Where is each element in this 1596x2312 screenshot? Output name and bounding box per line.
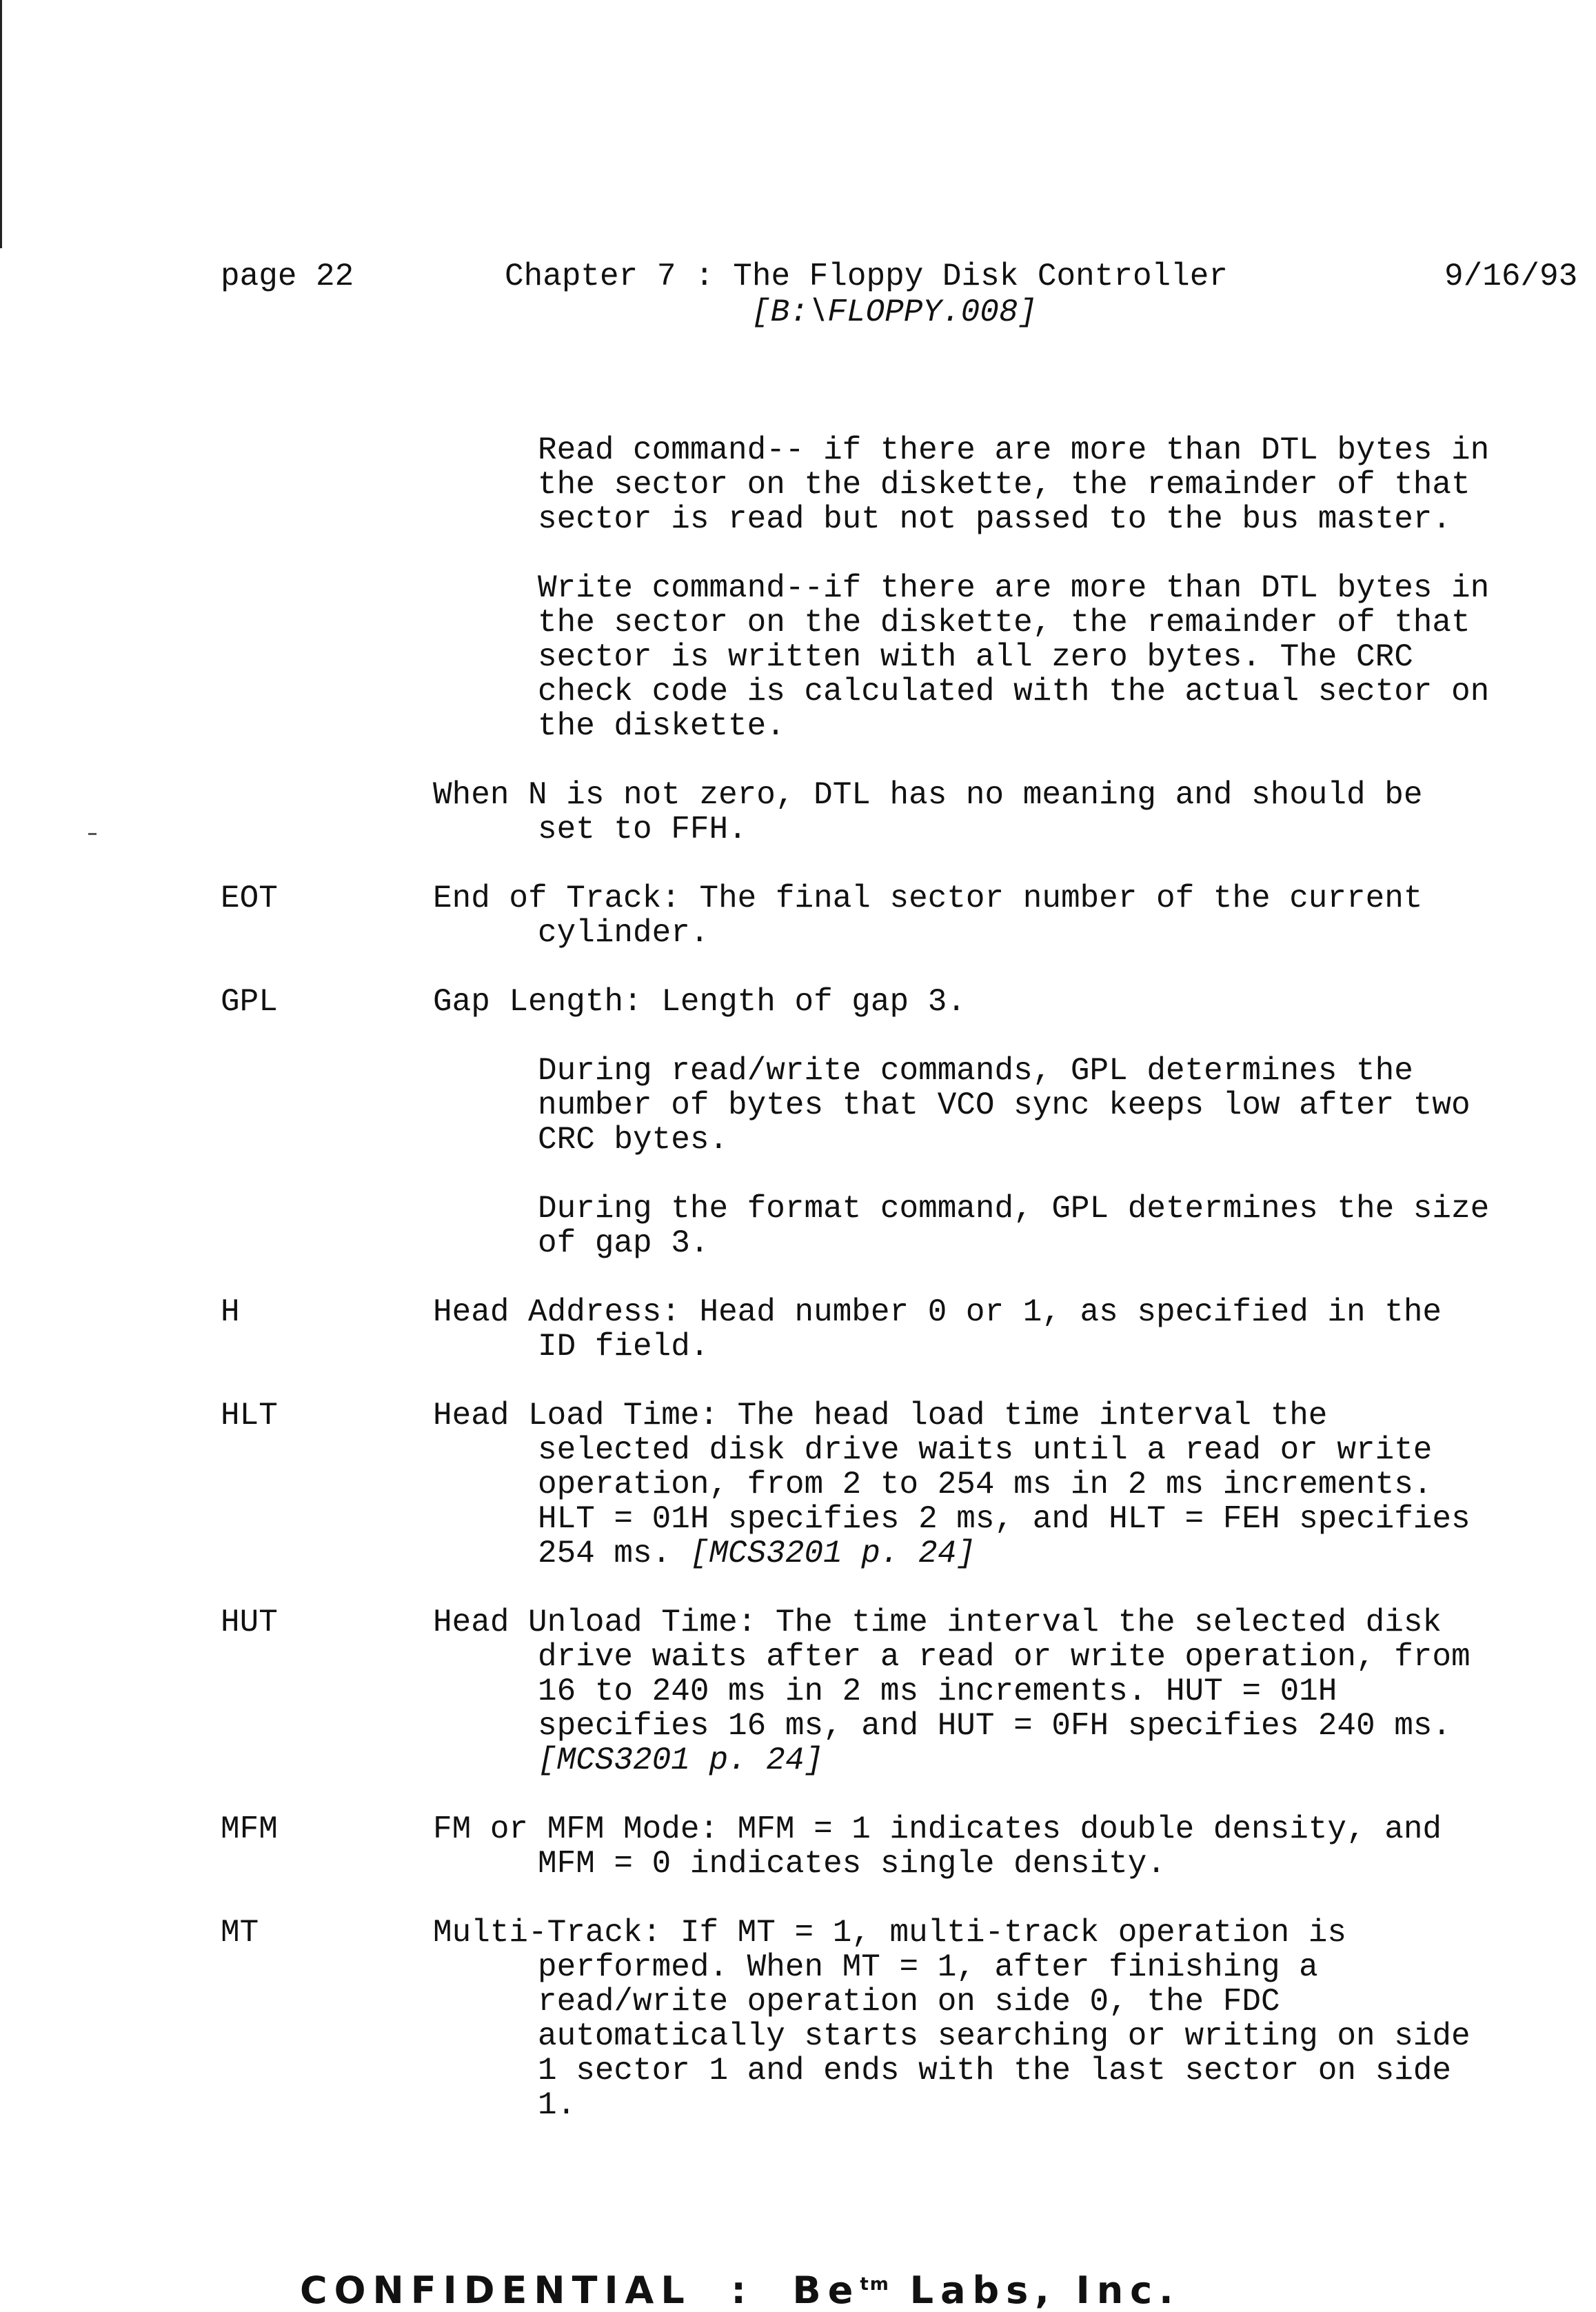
- term-h: H: [221, 1294, 240, 1330]
- definition-hlt: Head Load Time: The head load time interval the selected disk drive waits until a read or write operation, from 2 to 254 ms in 2 ms increments. HLT = 01H specifies 2 ms, and HLT = FEH specifies 254 ms. [MCS3201 p. 24]: [433, 1398, 1471, 1571]
- definition-mfm: FM or MFM Mode: MFM = 1 indicates double density, and MFM = 0 indicates single density.: [433, 1811, 1442, 1882]
- definition-eot: End of Track: The final sector number of the current cylinder.: [433, 881, 1423, 951]
- chapter-title: Chapter 7 : The Floppy Disk Controller: [505, 259, 1228, 294]
- stray-mark: [88, 833, 97, 835]
- write-command-paragraph: Write command--if there are more than DTL bytes in the sector on the diskette, the remainder of that sector is written with all zero bytes. The CRC check code is calculated with the actual sector on the diskette.: [538, 570, 1490, 744]
- header-date: 9/16/93: [1444, 259, 1578, 294]
- read-command-paragraph: Read command-- if there are more than DTL bytes in the sector on the diskette, the remainder of that sector is read but not passed to the bus master.: [538, 432, 1490, 537]
- definition-gpl: Gap Length: Length of gap 3.: [433, 984, 966, 1020]
- when-n-paragraph: When N is not zero, DTL has no meaning and should be set to FFH.: [433, 777, 1423, 847]
- term-hlt: HLT: [221, 1398, 278, 1434]
- trademark-mark: tm: [860, 2274, 890, 2295]
- citation: [MCS3201 p. 24]: [538, 1742, 824, 1778]
- term-mt: MT: [221, 1915, 259, 1951]
- term-mfm: MFM: [221, 1811, 278, 1847]
- gpl-read-write-paragraph: During read/write commands, GPL determines the number of bytes that VCO sync keeps low after two CRC bytes.: [538, 1053, 1471, 1158]
- term-hut: HUT: [221, 1605, 278, 1640]
- page-header: [0, 259, 1596, 438]
- citation: [MCS3201 p. 24]: [689, 1536, 976, 1571]
- definition-hut: Head Unload Time: The time interval the selected disk drive waits after a read or write operation, from 16 to 240 ms in 2 ms increments. HUT = 01H specifies 16 ms, and HUT = 0FH specifies 240 ms. [MCS3201 p. 24]: [433, 1605, 1471, 1778]
- confidential-footer: CONFIDENTIAL : $Be^{tm}$ Labs, Inc.: [300, 2269, 1180, 2312]
- definition-h: Head Address: Head number 0 or 1, as specified in the ID field.: [433, 1294, 1442, 1365]
- term-gpl: GPL: [221, 984, 278, 1020]
- page-number: page 22: [221, 259, 354, 294]
- page-edge-mark: [0, 0, 2, 248]
- definition-mt: Multi-Track: If MT = 1, multi-track operation is performed. When MT = 1, after finishing a read/write operation on side 0, the FDC automatically starts searching or writing on side 1 sector 1 and ends with the last sector on side 1.: [433, 1915, 1471, 2123]
- term-eot: EOT: [221, 881, 278, 916]
- file-reference: [B:\FLOPPY.008]: [751, 294, 1038, 330]
- gpl-format-paragraph: During the format command, GPL determines the size of gap 3.: [538, 1191, 1490, 1261]
